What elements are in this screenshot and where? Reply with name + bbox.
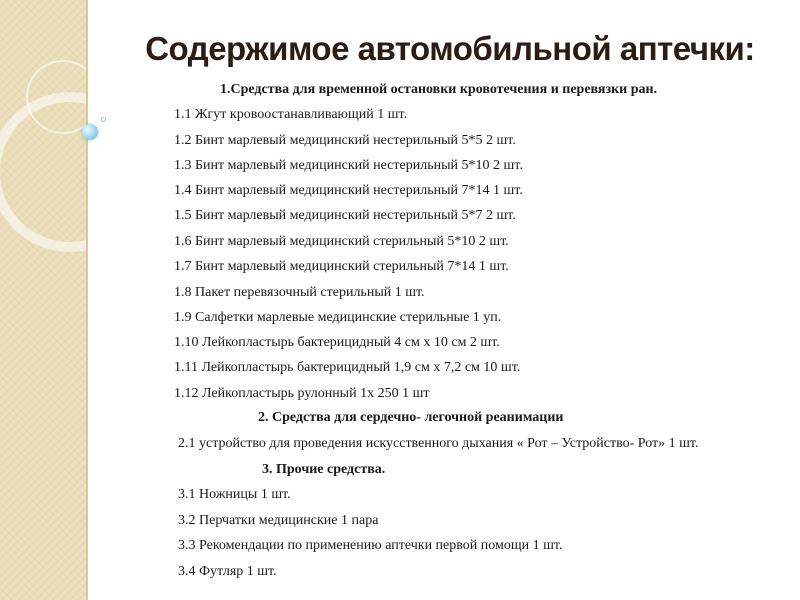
list-item: 1.7 Бинт марлевый медицинский стерильный 7*14 1 шт. [174, 259, 509, 274]
section-1-heading: 1.Средства для временной остановки кровотечения и перевязки ран. [220, 82, 658, 97]
list-item: 1.2 Бинт марлевый медицинский нестерильный 5*5 2 шт. [174, 133, 516, 148]
decorative-sidebar [0, 0, 88, 600]
list-item: 1.11 Лейкопластырь бактерицидный 1,9 см х 7,2 см 10 шт. [174, 360, 521, 375]
list-item: 1.6 Бинт марлевый медицинский стерильный 5*10 2 шт. [174, 234, 509, 249]
list-item: 3.1 Ножницы 1 шт. [178, 487, 291, 502]
list-item: 1.5 Бинт марлевый медицинский нестерильный 5*7 2 шт. [174, 208, 516, 223]
slide-title: Содержимое автомобильной аптечки: [145, 30, 755, 67]
list-item: 1.3 Бинт марлевый медицинский нестерильный 5*10 2 шт. [174, 158, 523, 173]
list-item: 3.2 Перчатки медицинские 1 пара [178, 513, 379, 528]
list-item: 1.9 Салфетки марлевые медицинские стерильные 1 уп. [174, 310, 502, 325]
small-bubble-icon [101, 117, 106, 122]
list-item: 3.4 Футляр 1 шт. [178, 564, 277, 579]
list-item: 1.1 Жгут кровоостанавливающий 1 шт. [174, 107, 408, 122]
section-2-heading: 2. Средства для сердечно- легочной реанимации [258, 410, 564, 425]
list-item: 2.1 устройство для проведения искусственного дыхания « Рот – Устройство- Рот» 1 шт. [178, 436, 699, 451]
section-3-heading: 3. Прочие средства. [262, 462, 386, 477]
list-item: 1.8 Пакет перевязочный стерильный 1 шт. [174, 285, 425, 300]
list-item: 1.4 Бинт марлевый медицинский нестерильный 7*14 1 шт. [174, 183, 523, 198]
bubble-icon [82, 124, 98, 140]
list-item: 3.3 Рекомендации по применению аптечки первой помощи 1 шт. [178, 538, 563, 553]
list-item: 1.10 Лейкопластырь бактерицидный 4 см х 10 см 2 шт. [174, 335, 500, 350]
list-item: 1.12 Лейкопластырь рулонный 1х 250 1 шт [174, 386, 430, 401]
sidebar-edge [86, 0, 88, 600]
